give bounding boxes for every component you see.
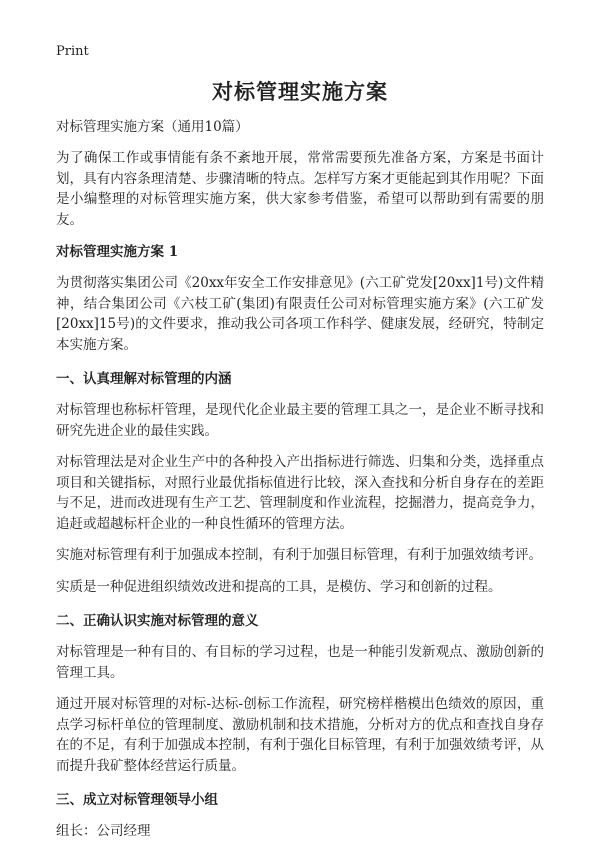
section-heading-1: 一、认真理解对标管理的内涵 xyxy=(56,371,232,387)
section-heading-3: 三、成立对标管理领导小组 xyxy=(56,792,218,808)
page-title: 对标管理实施方案 xyxy=(212,79,388,104)
section-2-paragraph: 对标管理是一种有目的、有目标的学习过程，也是一种能引发新观点、激励创新的管理工具。 xyxy=(56,644,544,681)
document-subtitle: 对标管理实施方案（通用10篇） xyxy=(56,119,249,135)
section-heading-2: 二、正确认识实施对标管理的意义 xyxy=(56,613,259,629)
intro-paragraph: 为了确保工作或事情能有条不紊地开展，常常需要预先准备方案，方案是书面计划，具有内容条理清楚、步骤清晰的特点。怎样写方案才更能起到其作用呢？下面是小编整理的对标管理实施方案，供大家参考借鉴，希望可以帮助到有需要的朋友。 xyxy=(56,150,544,228)
plan-heading: 对标管理实施方案 1 xyxy=(56,244,179,260)
section-2-paragraph: 通过开展对标管理的对标-达标-创标工作流程，研究榜样楷模出色绩效的原因，重点学习标杆单位的管理制度、激励机制和技术措施，分析对方的优点和查找自身存在的不足，有利于加强成本控制，有利于强化目标管理，有利于加强效绩考评，从而提升我矿整体经营运行质量。 xyxy=(56,696,544,774)
section-3-paragraph: 组长：公司经理 xyxy=(56,823,151,839)
plan-intro-paragraph: 为贯彻落实集团公司《20xx年安全工作安排意见》(六工矿党发[20xx]1号)文件精神，结合集团公司《六枝工矿(集团)有限责任公司对标管理实施方案》(六工矿发[20xx]15号)的文件要求，推动我公司各项工作科学、健康发展，经研究，特制定本实施方案。 xyxy=(56,275,544,353)
print-link[interactable]: Print xyxy=(56,44,89,59)
section-1-paragraph: 实施对标管理有利于加强成本控制，有利于加强目标管理，有利于加强效绩考评。 xyxy=(56,547,542,563)
section-1-paragraph: 对标管理法是对企业生产中的各种投入产出指标进行筛选、归集和分类，选择重点项目和关键指标，对照行业最优指标值进行比较，深入查找和分析自身存在的差距与不足，进而改进现有生产工艺、管理制度和作业流程，挖掘潜力，提高竞争力，追赶或超越标杆企业的一种良性循环的管理方法。 xyxy=(56,454,544,532)
section-1-paragraph: 实质是一种促进组织绩效改进和提高的工具，是模仿、学习和创新的过程。 xyxy=(56,578,502,595)
section-1-paragraph: 对标管理也称标杆管理，是现代化企业最主要的管理工具之一，是企业不断寻找和研究先进企业的最佳实践。 xyxy=(56,402,544,439)
